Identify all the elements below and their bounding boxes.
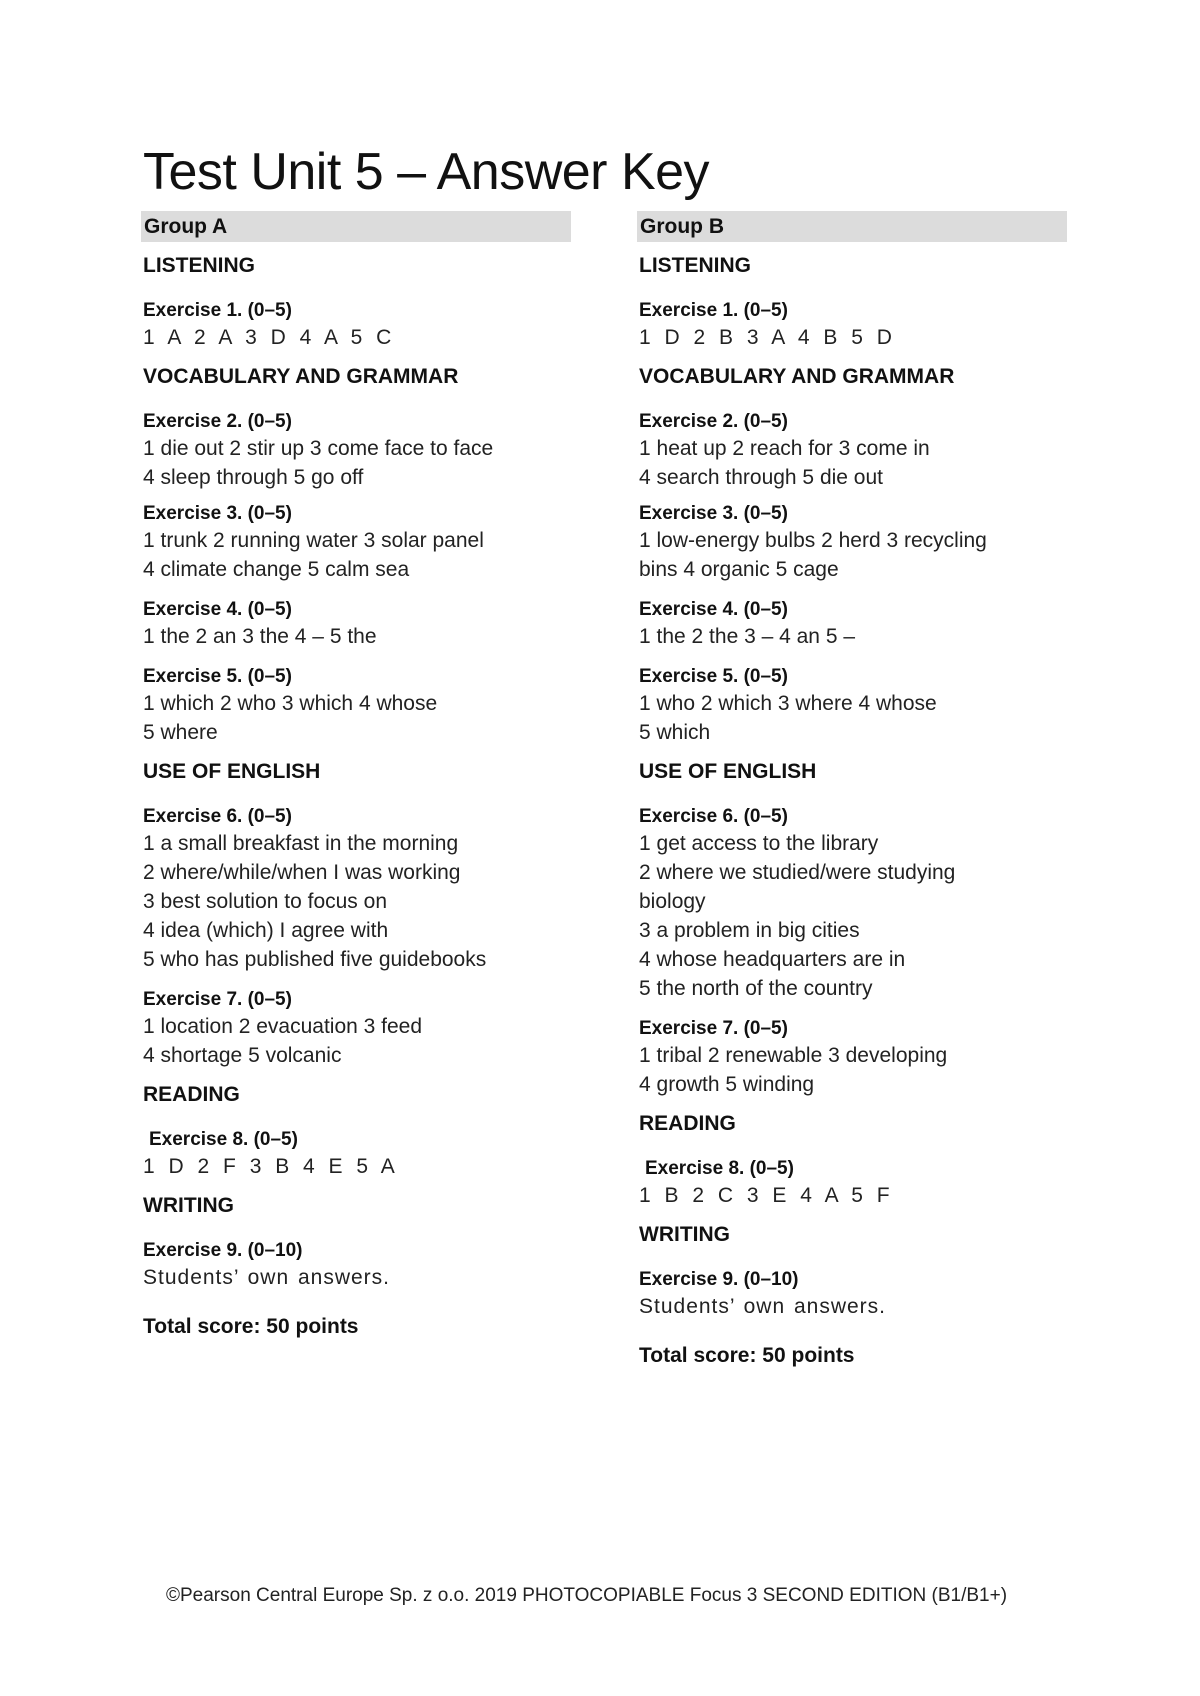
exercise-5 bbox=[141, 664, 571, 747]
answer-line: 1 who 2 which 3 where 4 whose bbox=[639, 692, 937, 715]
answer-line: 4 idea (which) I agree with bbox=[143, 919, 389, 942]
answer-line: 1 which 2 who 3 which 4 whose bbox=[143, 692, 438, 715]
answer-line: Students’ own answers. bbox=[639, 1295, 887, 1318]
exercise-3 bbox=[141, 501, 571, 584]
section-writing: WRITING bbox=[143, 1194, 234, 1217]
section-reading: READING bbox=[143, 1083, 240, 1106]
exercise-8 bbox=[637, 1156, 1067, 1210]
answer-line: 3 a problem in big cities bbox=[639, 919, 860, 942]
exercise-label: Exercise 1. (0–5) bbox=[143, 300, 292, 321]
exercise-label: Exercise 4. (0–5) bbox=[639, 599, 788, 620]
answer-line: 5 who has published five guidebooks bbox=[143, 948, 487, 971]
answer-line: Students’ own answers. bbox=[143, 1266, 391, 1289]
answer-line: 2 where/while/when I was working bbox=[143, 861, 461, 884]
group-b-header: Group B bbox=[637, 211, 1067, 242]
exercise-1 bbox=[141, 298, 571, 352]
exercise-3 bbox=[637, 501, 1067, 584]
section-vocabulary-grammar: VOCABULARY AND GRAMMAR bbox=[143, 365, 459, 388]
answer-line: 1 heat up 2 reach for 3 come in bbox=[639, 437, 930, 460]
exercise-1 bbox=[637, 298, 1067, 352]
section-reading: READING bbox=[639, 1112, 736, 1135]
exercise-label: Exercise 5. (0–5) bbox=[143, 666, 292, 687]
answer-line: 1 the 2 the 3 – 4 an 5 – bbox=[639, 625, 856, 648]
answer-line: 1 die out 2 stir up 3 come face to face bbox=[143, 437, 494, 460]
exercise-2 bbox=[637, 409, 1067, 492]
answer-line: 3 best solution to focus on bbox=[143, 890, 387, 913]
answer-line: 1 D 2 F 3 B 4 E 5 A bbox=[143, 1155, 397, 1178]
exercise-6 bbox=[141, 804, 571, 974]
answer-line: 4 shortage 5 volcanic bbox=[143, 1044, 342, 1067]
exercise-4 bbox=[637, 597, 1067, 651]
exercise-7 bbox=[141, 987, 571, 1070]
answer-line: 4 climate change 5 calm sea bbox=[143, 558, 410, 581]
section-use-of-english: USE OF ENGLISH bbox=[143, 760, 321, 783]
total-score: Total score: 50 points bbox=[143, 1315, 359, 1338]
exercise-label: Exercise 3. (0–5) bbox=[639, 503, 788, 524]
answer-line: 1 get access to the library bbox=[639, 832, 879, 855]
answer-line: bins 4 organic 5 cage bbox=[639, 558, 839, 581]
exercise-label: Exercise 1. (0–5) bbox=[639, 300, 788, 321]
total-score: Total score: 50 points bbox=[639, 1344, 855, 1367]
answer-line: 4 growth 5 winding bbox=[639, 1073, 815, 1096]
answer-line: 1 low-energy bulbs 2 herd 3 recycling bbox=[639, 529, 987, 552]
exercise-5 bbox=[637, 664, 1067, 747]
group-a-header: Group A bbox=[141, 211, 571, 242]
exercise-4 bbox=[141, 597, 571, 651]
answer-line: 1 B 2 C 3 E 4 A 5 F bbox=[639, 1184, 892, 1207]
section-listening: LISTENING bbox=[143, 254, 256, 277]
exercise-label: Exercise 2. (0–5) bbox=[639, 411, 788, 432]
section-use-of-english: USE OF ENGLISH bbox=[639, 760, 817, 783]
answer-line: 2 where we studied/were studying bbox=[639, 861, 956, 884]
exercise-label: Exercise 9. (0–10) bbox=[639, 1269, 799, 1290]
answer-line: 1 D 2 B 3 A 4 B 5 D bbox=[639, 326, 894, 349]
exercise-label: Exercise 7. (0–5) bbox=[639, 1018, 788, 1039]
page-title: Test Unit 5 – Answer Key bbox=[143, 143, 710, 201]
answer-line: 4 whose headquarters are in bbox=[639, 948, 906, 971]
exercise-label: Exercise 8. (0–5) bbox=[645, 1158, 794, 1179]
exercise-label: Exercise 3. (0–5) bbox=[143, 503, 292, 524]
exercise-label: Exercise 8. (0–5) bbox=[149, 1129, 298, 1150]
answer-line: 1 tribal 2 renewable 3 developing bbox=[639, 1044, 948, 1067]
exercise-9 bbox=[637, 1267, 1067, 1321]
exercise-label: Exercise 4. (0–5) bbox=[143, 599, 292, 620]
group-a-column bbox=[141, 211, 571, 1341]
answer-line: 5 which bbox=[639, 721, 711, 744]
exercise-label: Exercise 9. (0–10) bbox=[143, 1240, 303, 1261]
answer-line: 4 search through 5 die out bbox=[639, 466, 884, 489]
answer-line: 1 location 2 evacuation 3 feed bbox=[143, 1015, 423, 1038]
section-writing: WRITING bbox=[639, 1223, 730, 1246]
answer-line: 5 the north of the country bbox=[639, 977, 873, 1000]
exercise-label: Exercise 2. (0–5) bbox=[143, 411, 292, 432]
exercise-label: Exercise 6. (0–5) bbox=[143, 806, 292, 827]
answer-line: 1 a small breakfast in the morning bbox=[143, 832, 459, 855]
page-footer: ©Pearson Central Europe Sp. z o.o. 2019 PHOTOCOPIABLE Focus 3 SECOND EDITION (B1/B1+) bbox=[166, 1585, 1008, 1606]
group-b-column bbox=[637, 211, 1067, 1370]
exercise-8 bbox=[141, 1127, 571, 1181]
section-vocabulary-grammar: VOCABULARY AND GRAMMAR bbox=[639, 365, 955, 388]
answer-line: 4 sleep through 5 go off bbox=[143, 466, 364, 489]
answer-line: 1 trunk 2 running water 3 solar panel bbox=[143, 529, 484, 552]
answer-line: 1 A 2 A 3 D 4 A 5 C bbox=[143, 326, 394, 349]
exercise-label: Exercise 5. (0–5) bbox=[639, 666, 788, 687]
exercise-7 bbox=[637, 1016, 1067, 1099]
exercise-6 bbox=[637, 804, 1067, 1003]
exercise-label: Exercise 7. (0–5) bbox=[143, 989, 292, 1010]
exercise-label: Exercise 6. (0–5) bbox=[639, 806, 788, 827]
section-listening: LISTENING bbox=[639, 254, 752, 277]
answer-line: 1 the 2 an 3 the 4 – 5 the bbox=[143, 625, 377, 648]
answer-line: 5 where bbox=[143, 721, 218, 744]
exercise-9 bbox=[141, 1238, 571, 1292]
answer-line: biology bbox=[639, 890, 706, 913]
exercise-2 bbox=[141, 409, 571, 492]
